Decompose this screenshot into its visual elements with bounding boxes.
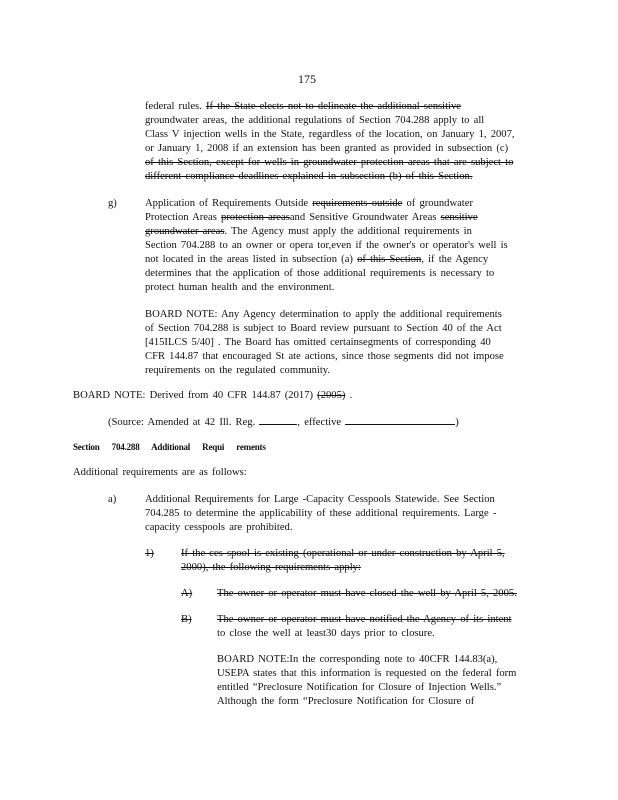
text-span: and Sensitive Groundwater Areas xyxy=(289,212,437,223)
text-span: of groundwater xyxy=(406,198,473,209)
text-span: federal rules. xyxy=(145,101,202,112)
item-B-line-2: to close the well at least30 days prior to closure. xyxy=(217,628,435,639)
item-B-label: B) xyxy=(181,614,192,625)
text-span: effective xyxy=(304,417,342,428)
g-line-4: Section 704.288 to an owner or opera tor,even if the owner's or operator's well is xyxy=(145,240,508,251)
text-span: BOARD NOTE: Derived from 40 CFR 144.87 (2017) xyxy=(73,390,314,401)
source-line xyxy=(108,414,459,429)
g-line-5 xyxy=(145,253,488,266)
a-line-3: capacity cesspools are prohibited. xyxy=(145,522,293,533)
blank-line xyxy=(259,414,297,425)
text-span: not located in the areas listed in subsection (a) xyxy=(145,254,353,265)
g-line-2 xyxy=(145,211,478,224)
text-span: , if the Agency xyxy=(421,254,489,265)
text-span: Section xyxy=(73,442,100,452)
g-line-7: protect human health and the environment. xyxy=(145,282,335,293)
board-note-2-line-1: BOARD NOTE:In the corresponding note to 40CFR 144.83(a), xyxy=(217,654,498,665)
continuation-line-2: groundwater areas, the additional regulations of Section 704.288 apply to all xyxy=(145,115,485,126)
board-note-line-4: CFR 144.87 that encouraged St ate actions, since those segments did not impose xyxy=(145,351,504,362)
continuation-line-1 xyxy=(145,100,461,113)
text-span: Requi rements xyxy=(202,442,266,452)
a-line-2: 704.285 to determine the applicability of these additional requirements. Large - xyxy=(145,508,497,519)
board-note-2-line-4: Although the form “Preclosure Notification for Closure of xyxy=(217,696,475,707)
text-span: Application of Requirements Outside xyxy=(145,198,309,209)
struck-line-5: of this Section, except for wells in groundwater protection areas that are subject to xyxy=(145,157,514,168)
struck-text: sensitive xyxy=(440,212,478,223)
struck-text: groundwater areas xyxy=(145,226,225,237)
text-span: Protection Areas xyxy=(145,212,217,223)
board-note-line-2: of Section 704.288 is subject to Board review pursuant to Section 40 of the Act xyxy=(145,323,502,334)
board-note-derived xyxy=(73,389,352,402)
struck-text: requirements outside xyxy=(312,198,403,209)
board-note-line-1: BOARD NOTE: Any Agency determination to apply the additional requirements xyxy=(145,309,502,320)
g-line-6: determines that the application of those additional requirements is necessary to xyxy=(145,268,495,279)
text-span: , xyxy=(297,417,301,428)
text-span: Additional xyxy=(151,442,191,452)
struck-text: (2005) xyxy=(317,390,346,401)
continuation-line-4: or January 1, 2008 if an extension has been granted as provided in subsection (c) xyxy=(145,143,509,154)
struck-line-6: different compliance deadlines explained in subsection (b) of this Section. xyxy=(145,171,473,182)
g-line-1 xyxy=(145,197,473,210)
struck-text: If the State elects not to delineate the additional sensitive xyxy=(205,101,461,112)
item-1-line-1: If the ces spool is existing (operational or under construction by April 5, xyxy=(181,548,505,559)
board-note-2-line-3: entitled “Preclosure Notification for Closure of Injection Wells.” xyxy=(217,682,502,693)
struck-text: of this Section xyxy=(357,254,422,265)
subsection-g-label: g) xyxy=(108,198,117,209)
section-heading xyxy=(73,441,266,454)
board-note-line-5: requirements on the regulated community. xyxy=(145,365,331,376)
page-number: 175 xyxy=(298,72,316,86)
g-line-3 xyxy=(145,225,472,238)
struck-text: protection areas xyxy=(220,212,290,223)
item-1-line-2: 2000), the following requirements apply: xyxy=(181,562,361,573)
text-span: ) xyxy=(455,417,459,428)
text-span: . The Agency must apply the additional requirements in xyxy=(224,226,472,237)
text-span: . xyxy=(349,390,353,401)
blank-line xyxy=(345,414,455,425)
text-span: (Source: Amended at 42 Ill. Reg. xyxy=(108,417,256,428)
text-span: 704.288 xyxy=(111,442,140,452)
board-note-line-3: [415ILCS 5/40] . The Board has omitted certainsegments of corresponding 40 xyxy=(145,337,491,348)
intro-line: Additional requirements are as follows: xyxy=(73,467,247,478)
board-note-2-line-2: USEPA states that this information is requested on the federal form xyxy=(217,668,517,679)
continuation-line-3: Class V injection wells in the State, regardless of the location, on January 1, 2007, xyxy=(145,129,515,140)
item-1-label: 1) xyxy=(145,548,154,559)
item-B-line-1: The owner or operator must have notified the Agency of its intent xyxy=(217,614,512,625)
item-A-label: A) xyxy=(181,588,193,599)
item-A-line-1: The owner or operator must have closed the well by April 5, 2005. xyxy=(217,588,517,599)
a-line-1: Additional Requirements for Large -Capacity Cesspools Statewide. See Section xyxy=(145,494,495,505)
subsection-a-label: a) xyxy=(108,494,117,505)
